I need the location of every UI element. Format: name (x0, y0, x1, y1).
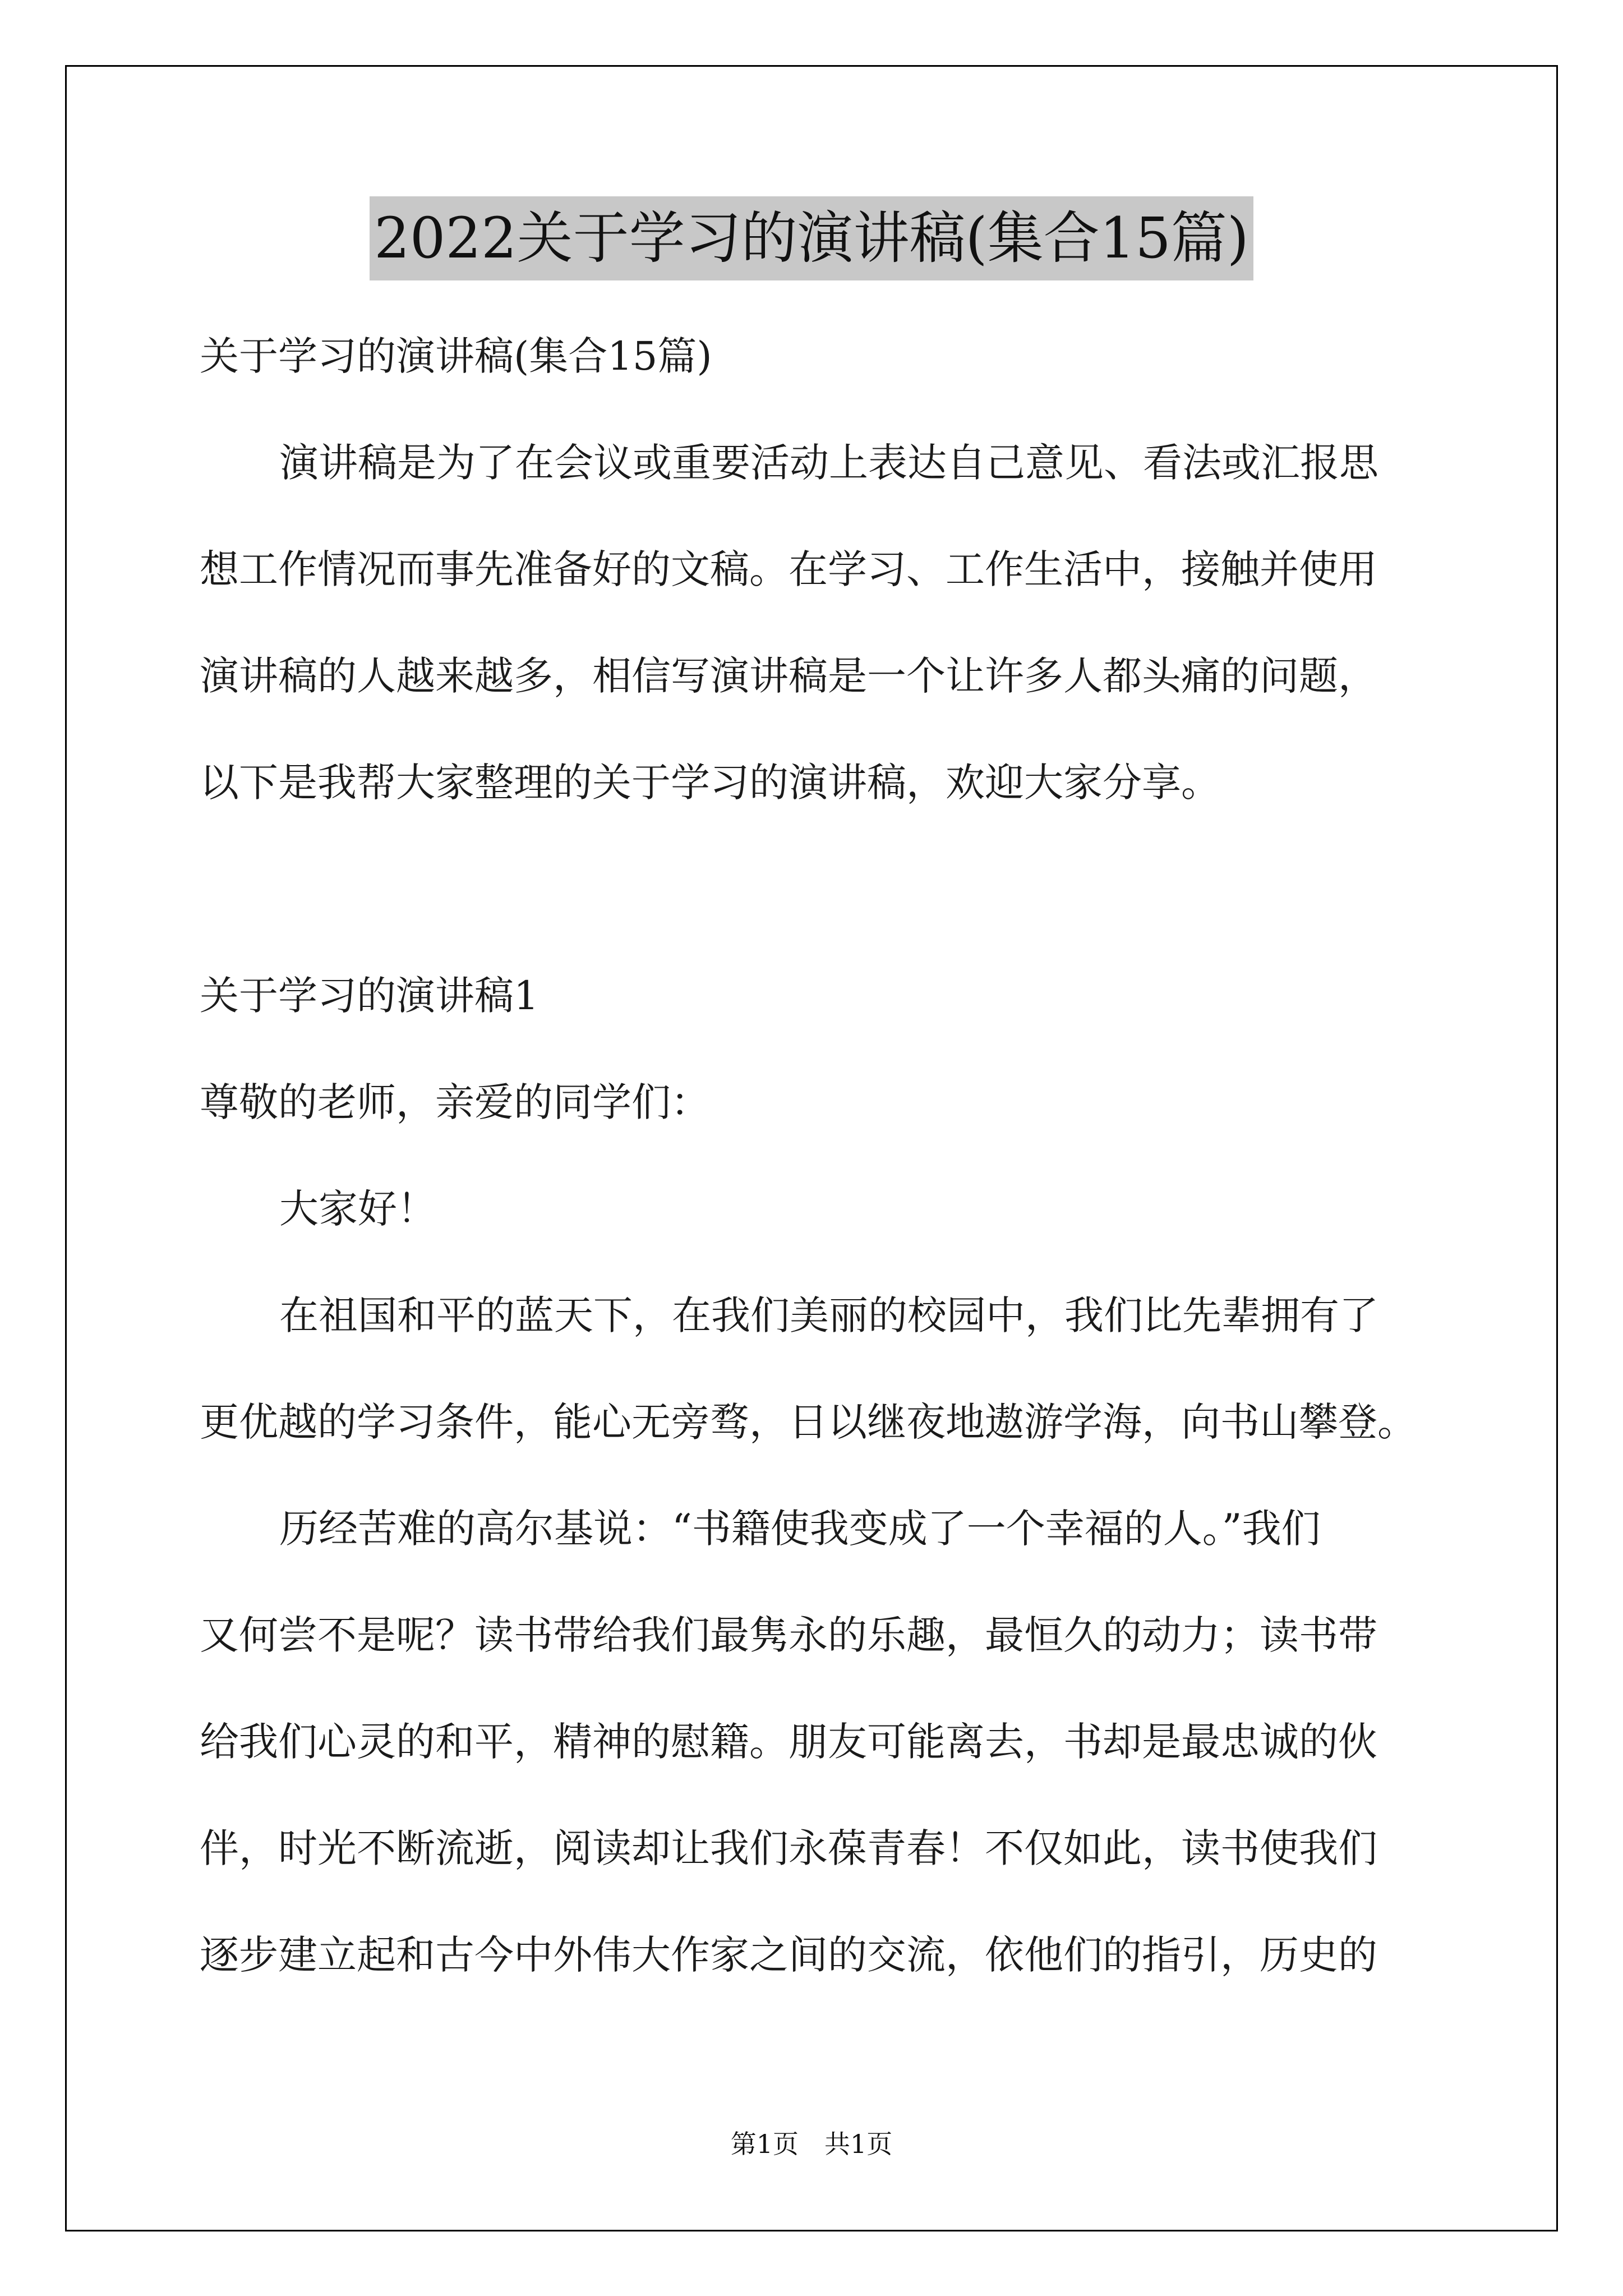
section-heading: 关于学习的演讲稿1 (200, 973, 539, 1019)
document-subtitle: 关于学习的演讲稿(集合15篇) (200, 333, 712, 379)
intro-line: 想工作情况而事先准备好的文稿。在学习、工作生活中，接触并使用 (200, 546, 1377, 592)
page-footer: 第1页 共1页 (730, 2129, 893, 2159)
paragraph-gap (200, 836, 1461, 942)
paragraph-line: 又何尝不是呢？读书带给我们最隽永的乐趣，最恒久的动力；读书带 (200, 1612, 1377, 1658)
paragraph-line: 伴，时光不断流逝，阅读却让我们永葆青春！不仅如此，读书使我们 (200, 1825, 1377, 1871)
paragraph-line: 更优越的学习条件，能心无旁骛，日以继夜地遨游学海，向书山攀登。 (200, 1399, 1417, 1445)
intro-line: 以下是我帮大家整理的关于学习的演讲稿，欢迎大家分享。 (200, 760, 1220, 806)
document-title: 2022关于学习的演讲稿(集合15篇) (370, 196, 1253, 280)
paragraph-line: 给我们心灵的和平，精神的慰籍。朋友可能离去，书却是最忠诚的伙 (200, 1719, 1377, 1765)
title-container (0, 196, 1623, 280)
paragraph-line: 逐步建立起和古今中外伟大作家之间的交流，依他们的指引，历史的 (200, 1932, 1377, 1978)
paragraph-line: 在祖国和平的蓝天下，在我们美丽的校园中，我们比先辈拥有了 (279, 1292, 1378, 1338)
greeting: 大家好！ (279, 1186, 436, 1232)
intro-line: 演讲稿是为了在会议或重要活动上表达自己意见、看法或汇报思 (279, 440, 1378, 486)
salutation: 尊敬的老师，亲爱的同学们： (200, 1079, 710, 1125)
intro-line: 演讲稿的人越来越多，相信写演讲稿是一个让许多人都头痛的问题， (200, 653, 1377, 699)
paragraph-line: 历经苦难的高尔基说：“书籍使我变成了一个幸福的人。”我们 (279, 1506, 1321, 1552)
document-body (200, 303, 1461, 2008)
